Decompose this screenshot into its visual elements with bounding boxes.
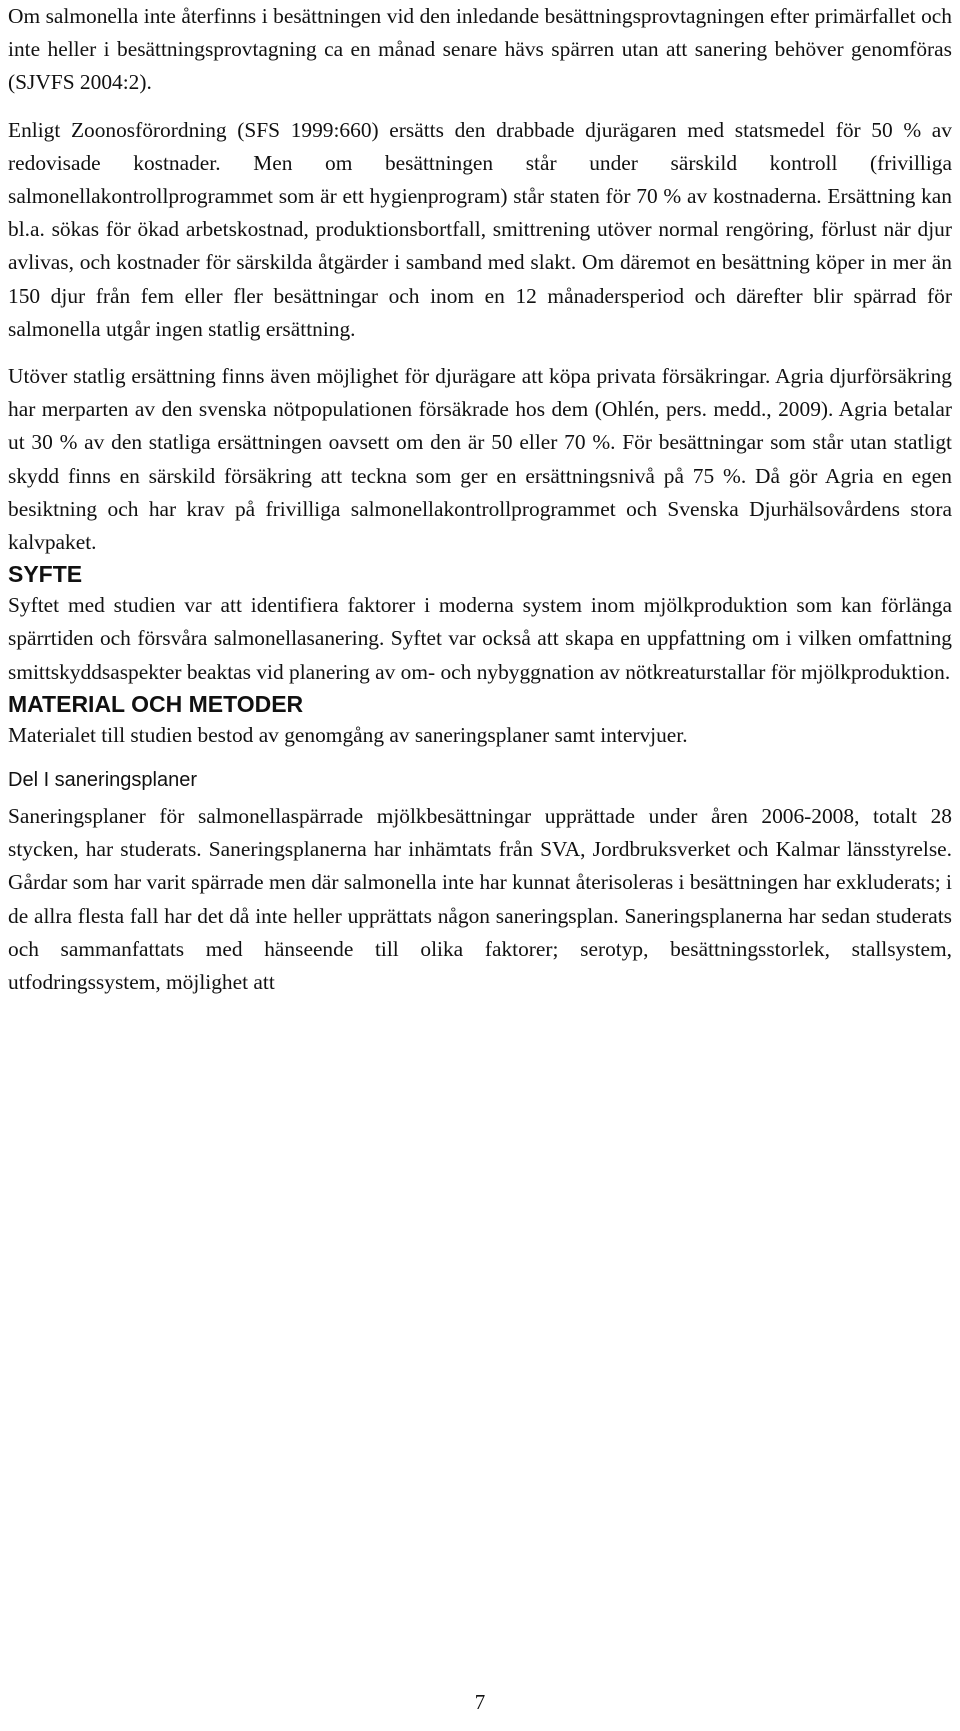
paragraph-private-insurance: Utöver statlig ersättning finns även möjlighet för djurägare att köpa privata försäkringar. Agria djurförsäkring har merparten av den svenska nötpopulationen försäkrade hos dem (Ohlén, pers. medd., 2009). Agria betalar ut 30 % av den statliga ersättningen oavsett om den är 50 eller 70 %. För besättningar som står utan statligt skydd finns en särskild försäkring att teckna som ger en ersättningsnivå på 75 %. Då gör Agria en egen besiktning och har krav på frivilliga salmonellakontrollprogrammet och Svenska Djurhälsovårdens stora kalvpaket. <box>8 364 952 555</box>
heading-syfte: SYFTE <box>8 561 83 588</box>
heading-material-och-metoder: MATERIAL OCH METODER <box>8 690 304 717</box>
paragraph-salmonella-testing: Om salmonella inte återfinns i besättningen vid den inledande besättningsprovtagningen efter primärfallet och inte heller i besättningsprovtagning ca en månad senare hävs spärren utan att sanering behöver genomföras (SJVFS 2004:2). <box>8 4 952 95</box>
paragraph-material-intro: Materialet till studien bestod av genomgång av saneringsplaner samt intervjuer. <box>8 722 688 747</box>
page-number: 7 <box>474 1690 486 1714</box>
document-page <box>8 0 952 999</box>
paragraph-saneringsplaner: Saneringsplaner för salmonellaspärrade mjölkbesättningar upprättade under åren 2006-2008, totalt 28 stycken, har studerats. Saneringsplanerna har inhämtats från SVA, Jordbruksverket och Kalmar länsstyrelse. Gårdar som har varit spärrade men där salmonella inte har kunnat återisoleras i besättningen har exkluderats; i de allra flesta fall har det då inte heller upprättats någon saneringsplan. Saneringsplanerna har sedan studerats och sammanfattats med hänseende till olika faktorer; serotyp, besättningsstorlek, stallsystem, utfodringssystem, möjlighet att <box>8 804 952 995</box>
paragraph-syfte: Syftet med studien var att identifiera faktorer i moderna system inom mjölkproduktion som kan förlänga spärrtiden och försvåra salmonellasanering. Syftet var också att skapa en uppfattning om i vilken omfattning smittskyddsaspekter beaktas vid planering av om- och nybyggnation av nötkreaturstallar för mjölkproduktion. <box>8 593 952 684</box>
subheading-del-1: Del I saneringsplaner <box>8 769 197 792</box>
paragraph-compensation: Enligt Zoonosförordning (SFS 1999:660) ersätts den drabbade djurägaren med statsmedel för 50 % av redovisade kostnader. Men om besättningen står under särskild kontroll (frivilliga salmonellakontrollprogrammet som är ett hygienprogram) står staten för 70 % av kostnaderna. Ersättning kan bl.a. sökas för ökad arbetskostnad, produktionsbortfall, smittrening utöver normal rengöring, förlust när djur avlivas, och kostnader för särskilda åtgärder i samband med slakt. Om däremot en besättning köper in mer än 150 djur från fem eller fler besättningar och inom en 12 månadersperiod och därefter blir spärrad för salmonella utgår ingen statlig ersättning. <box>8 117 952 341</box>
